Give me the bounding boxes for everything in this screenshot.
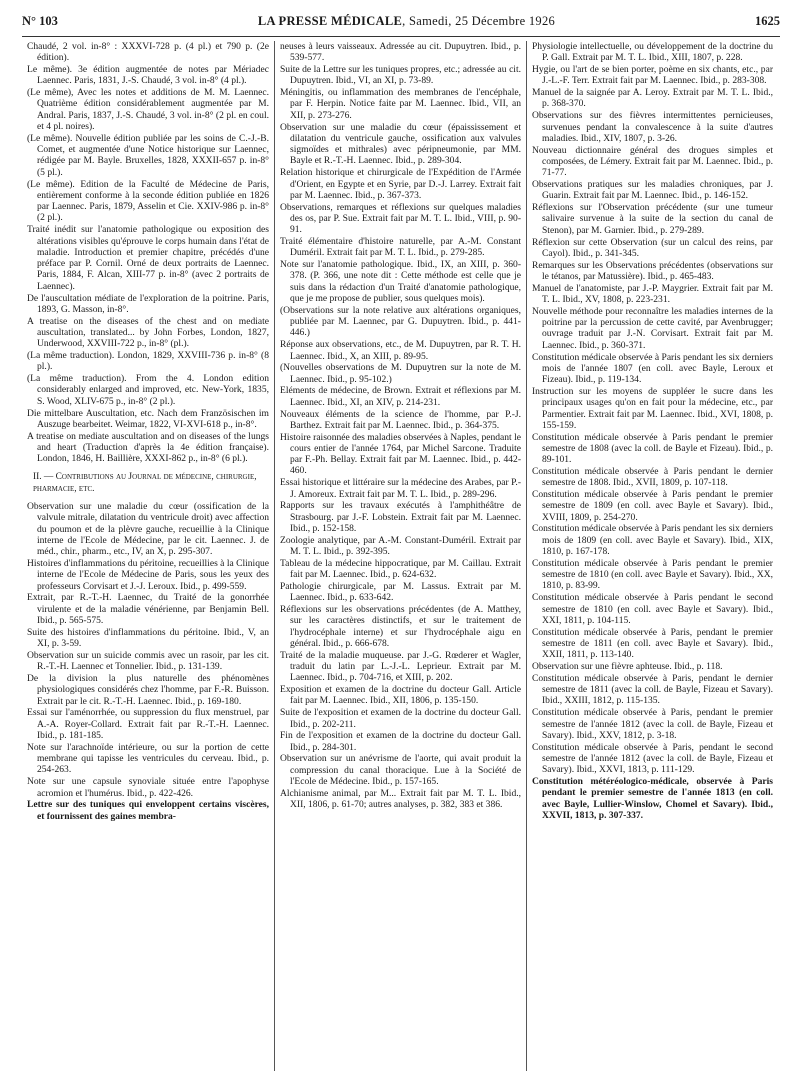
bibliography-entry: Constitution médicale observée à Paris pendant les six derniers mois de l'année 1807 (en coll. avec Bayle, Leroux et Fizeau). Ibid., p. 119-134. <box>532 351 773 386</box>
bibliography-entry: Constitution médicale observée à Paris, pendant le dernier semestre de 1811 (avec la coll. de Bayle, Fizeau et Savary). Ibid., XXIII, 1812, p. 115-135. <box>532 672 773 707</box>
section-heading: II. — Contributions au Journal de médecine, chirurgie, pharmacie, etc. <box>33 472 257 494</box>
bibliography-entry: Traité inédit sur l'anatomie pathologique ou exposition des altérations visibles qu'éprouve le corps humain dans l'état de maladie. Introduction et premier chapitre, précédés d'une préface par P. Cornil. Orné de deux portraits de Laennec. Paris, 1884, F. Alcan, XIII-77 p. in-8° (avec 2 portraits de Laennec). <box>27 224 269 292</box>
text-columns <box>22 41 780 1071</box>
bibliography-entry: Réflexion sur cette Observation (sur un calcul des reins, par Cayol). Ibid., p. 341-345. <box>532 236 773 259</box>
page-number: 1625 <box>754 14 780 28</box>
bibliography-entry: neuses à leurs vaisseaux. Adressée au cit. Dupuytren. Ibid., p. 539-577. <box>280 41 521 64</box>
bibliography-entry: Le même). 3e édition augmentée de notes par Mériadec Laennec. Paris, 1831, J.-S. Chaudé, 3 vol. in-8° (4 pl.). <box>27 64 269 87</box>
bibliography-entry: Zoologie analytique, par A.-M. Constant-Duméril. Extrait par M. T. L. Ibid., p. 392-395. <box>280 534 521 558</box>
bibliography-entry: Constitution médicale observée à Paris pendant le premier semestre de 1809 (en coll. avec Bayle et Savary). Ibid., XVIII, 1809, p. 254-270. <box>532 489 773 523</box>
column-1 <box>22 41 274 1071</box>
bibliography-entry: Constitution médicale observée à Paris pendant le premier semestre de 1810 (en coll. avec Bayle et Savary). Ibid., XX, 1810, p. 83-99. <box>532 557 773 592</box>
bibliography-entry: (Nouvelles observations de M. Dupuytren sur la note de M. Laennec. Ibid., p. 95-102.) <box>280 362 521 385</box>
bibliography-entry: Hygie, ou l'art de se bien porter, poème en six chants, etc., par J.-L.-F. Terr. Extrait fait par M. Laennec. Ibid., p. 283-308. <box>532 64 773 87</box>
bibliography-entry: Traité élémentaire d'histoire naturelle, par A.-M. Constant Duméril. Extrait fait par M. T. L. Ibid., p. 279-285. <box>280 236 521 259</box>
bibliography-entry: Lettre sur des tuniques qui enveloppent certains viscères, et fournissent des gaines membra- <box>27 799 269 822</box>
bibliography-entry: Nouveaux éléments de la science de l'homme, par P.-J. Barthez. Extrait fait par M. Laennec. Ibid., p. 364-375. <box>280 408 521 431</box>
column-1-entries <box>27 41 269 464</box>
bibliography-entry: Essai sur l'aménorrhée, ou suppression du flux menstruel, par A.-A. Royer-Collard. Extrait fait par R.-T.-H. Laennec. Ibid., p. 181-185. <box>27 707 269 742</box>
bibliography-entry: Constitution médicale observée à Paris pendant le premier semestre de 1808 (avec la coll. de Bayle et Fizeau). Ibid., p. 89-101. <box>532 431 773 466</box>
bibliography-entry: Observations, remarques et réflexions sur quelques maladies des os, par P. Sue. Extrait fait par M. T. L. Ibid., VIII, p. 90-91. <box>280 201 521 236</box>
bibliography-entry: Constitution médicale observée à Paris, pendant le premier semestre de 1811 (en coll. avec Bayle et Savary). Ibid., XXII, 1811, p. 113-140. <box>532 626 773 661</box>
bibliography-entry: Suite des histoires d'inflammations du péritoine. Ibid., V, an XI, p. 3-59. <box>27 626 269 650</box>
bibliography-entry: Fin de l'exposition et examen de la doctrine du docteur Gall. Ibid., p. 284-301. <box>280 730 521 753</box>
bibliography-entry: De l'auscultation médiate de l'exploration de la poitrine. Paris, 1893, G. Masson, in-8°. <box>27 292 269 315</box>
bibliography-entry: Relation historique et chirurgicale de l'Expédition de l'Armée d'Orient, en Egypte et en Syrie, par D.-J. Larrey. Extrait fait par M. Laennec. Ibid., p. 367-373. <box>280 167 521 201</box>
column-3-entries <box>532 41 773 821</box>
bibliography-entry: A treatise on mediate auscultation and on diseases of the lungs and heart (Traduction d'après la 4e édition française). London, 1846, H. Baillière, XXXI-862 p., in-8° (6 pl.). <box>27 430 269 465</box>
bibliography-entry: A treatise on the diseases of the chest and on mediate auscultation, translated... by John Forbes, London, 1827, Underwood, XXVIII-722 p., in-8° (pl.). <box>27 315 269 350</box>
bibliography-entry: Constitution médicale observée à Paris pendant le dernier semestre de 1808. Ibid., XVII, 1809, p. 107-118. <box>532 465 773 489</box>
bibliography-entry: Rapports sur les travaux exécutés à l'amphithéâtre de Strasbourg. par J.-F. Lobstein. Extrait fait par M. Laennec. Ibid., p. 152-158. <box>280 500 521 534</box>
bibliography-entry: De la division la plus naturelle des phénomènes physiologiques considérés chez l'homme, par F.-R. Buisson. Extrait par le cit. R.-T.-H. Laennec. Ibid., p. 169-180. <box>27 673 269 707</box>
page-header <box>22 14 780 37</box>
bibliography-entry: Observations sur des fièvres intermittentes pernicieuses, survenues pendant la convalescence à la suite d'autres maladies. Ibid., XIV, 1807, p. 3-26. <box>532 110 773 144</box>
bibliography-entry: Histoire raisonnée des maladies observées à Naples, pendant le cours entier de l'année 1764, par Michel Sarcone. Traduite par F.-Ph. Bellay. Extrait fait par M. Laennec. Ibid., p. 442-460. <box>280 431 521 477</box>
column-2-entries <box>280 41 521 810</box>
bibliography-entry: Constitution météréologico-médicale, observée à Paris pendant le premier semestre de l'année 1813 (en coll. avec Bayle, Lullier-Winslow, Chomel et Savary). Ibid., XXVII, 1813, p. 307-337. <box>532 776 773 821</box>
bibliography-entry: Physiologie intellectuelle, ou développement de la doctrine du P. Gall. Extrait par M. T. L. Ibid., XIII, 1807, p. 228. <box>532 41 773 64</box>
bibliography-entry: Note sur une capsule synoviale située entre l'apophyse acromion et l'humérus. Ibid., p. 422-426. <box>27 776 269 799</box>
bibliography-entry: Observation sur un anévrisme de l'aorte, qui avait produit la compression du canal thoracique. Lue à la Société de l'Ecole de Médecine. Ibid., p. 157-165. <box>280 753 521 787</box>
bibliography-entry: Exposition et examen de la doctrine du docteur Gall. Article fait par M. Laennec. Ibid., XII, 1806, p. 135-150. <box>280 684 521 707</box>
bibliography-entry: (La même traduction). London, 1829, XXVIII-736 p. in-8° (8 pl.). <box>27 350 269 373</box>
masthead <box>258 14 555 29</box>
issue-date: , Samedi, 25 Décembre 1926 <box>402 14 556 28</box>
bibliography-entry: Suite de la Lettre sur les tuniques propres, etc.; adressée au cit. Dupuytren. Ibid., VI, an XI, p. 73-89. <box>280 64 521 87</box>
bibliography-entry: Suite de l'exposition et examen de la doctrine du docteur Gall. Ibid., p. 202-211. <box>280 707 521 730</box>
bibliography-entry: Chaudé, 2 vol. in-8° : XXXVI-728 p. (4 pl.) et 790 p. (2e édition). <box>27 41 269 64</box>
bibliography-entry: Constitution médicale observée à Paris, pendant le second semestre de l'année 1812 (avec la coll. de Bayle, Fizeau et Savary). Ibid., XXVI, 1813, p. 111-129. <box>532 741 773 776</box>
bibliography-entry: Essai historique et littéraire sur la médecine des Arabes, par P.-J. Amoreux. Extrait fait par M. T. L. Ibid., p. 289-296. <box>280 477 521 500</box>
bibliography-entry: Pathologie chirurgicale, par M. Lassus. Extrait par M. Laennec. Ibid., p. 633-642. <box>280 580 521 604</box>
bibliography-entry: Instruction sur les moyens de suppléer le sucre dans les principaux usages qu'on en fait pour la médecine, etc., par Parmentier. Extrait fait par M. Laennec. Ibid., XVI, 1808, p. 155-159. <box>532 385 773 431</box>
bibliography-entry: Observations pratiques sur les maladies chroniques, par J. Guarin. Extrait fait par M. Laennec. Ibid., p. 146-152. <box>532 179 773 202</box>
bibliography-entry: Alchianisme animal, par M... Extrait fait par M. T. L. Ibid., XII, 1806, p. 61-70; autres analyses, p. 382, 383 et 386. <box>280 787 521 811</box>
bibliography-entry: Observation sur un suicide commis avec un rasoir, par les cit. R.-T.-H. Laennec et Tonnelier. Ibid., p. 131-139. <box>27 649 269 673</box>
bibliography-entry: Réflexions sur les observations précédentes (de A. Matthey, sur les caractères distinctifs, et sur le traitement de l'hydrocéphale interne) et sur l'hydrocéphale aigu en général. Ibid., p. 666-678. <box>280 604 521 649</box>
bibliography-entry: Observation sur une fièvre aphteuse. Ibid., p. 118. <box>532 661 723 673</box>
bibliography-entry: Histoires d'inflammations du péritoine, recueillies à la Clinique interne de l'Ecole de Médecine de Paris, sous les yeux des professeurs Corvisart et J.-J. Leroux. Ibid., p. 499-559. <box>27 558 269 592</box>
bibliography-entry: Constitution médicale observée à Paris pendant le second semestre de 1810 (en coll. avec Bayle et Savary). Ibid., XXI, 1811, p. 104-115. <box>532 592 773 626</box>
column-3 <box>526 41 778 1071</box>
bibliography-entry: Réponse aux observations, etc., de M. Dupuytren, par R. T. H. Laennec. Ibid., X, an XIII, p. 89-95. <box>280 339 521 362</box>
issue-number: N° 103 <box>22 14 58 28</box>
bibliography-entry: Manuel de la saignée par A. Leroy. Extrait par M. T. L. Ibid., p. 368-370. <box>532 87 773 110</box>
bibliography-entry: Extrait, par R.-T.-H. Laennec, du Traité de la gonorrhée virulente et de la maladie vénérienne, par Benjamin Bell. Ibid., p. 565-575. <box>27 592 269 627</box>
bibliography-entry: (Le même), Avec les notes et additions de M. M. Laennec. Quatrième édition considérablement augmentée par M. Andral. Paris, 1837, J.-S. Chaudé, 3 vol. in-8° (2 pl. en coul. et 4 pl. noires). <box>27 87 269 133</box>
bibliography-entry: Méningitis, ou inflammation des membranes de l'encéphale, par F. Herpin. Notice faite par M. Laennec. Ibid., VII, an XII, p. 273-276. <box>280 87 521 121</box>
journal-name: LA PRESSE MÉDICALE <box>257 14 403 28</box>
bibliography-entry: Traité de la maladie muqueuse. par J.-G. Rœderer et Wagler, traduit du latin par L.-J.-L. Leprieur. Extrait par M. Laennec. Ibid., p. 704-716, et XIII, p. 202. <box>280 649 521 684</box>
bibliography-entry: Manuel de l'anatomiste, par J.-P. Maygrier. Extrait fait par M. T. L. Ibid., XV, 1808, p. 223-231. <box>532 282 773 306</box>
bibliography-entry: (Le même). Nouvelle édition publiée par les soins de C.-J.-B. Comet, et augmentée d'une Notice historique sur Laennec, rédigée par M. Bayle. Bruxelles, 1828, XXXII-657 p. in-8° (5 pl.). <box>27 132 269 178</box>
bibliography-entry: Die mittelbare Auscultation, etc. Nach dem Französischen im Auszuge bearbeitet. Weimar, 1822, VI-XVI-618 p., in-8°. <box>27 407 269 430</box>
bibliography-entry: Note sur l'arachnoïde intérieure, ou sur la portion de cette membrane qui tapisse les ventricules du cerveau. Ibid., p. 254-263. <box>27 741 269 776</box>
bibliography-entry: Nouveau dictionnaire général des drogues simples et composées, de Lémery. Extrait fait par M. Laennec. Ibid., p. 71-77. <box>532 144 773 179</box>
bibliography-entry: (La même traduction). From the 4. London edition considerably enlarged and improved, etc. New-York, 1835, S. Wood, XLIV-675 p., in-8° (2 pl.). <box>27 373 269 407</box>
column-2 <box>274 41 526 1071</box>
bibliography-entry: Constitution médicale observée à Paris pendant les six derniers mois de 1809 (en coll. avec Bayle et Savary). Ibid., XIX, 1810, p. 167-178. <box>532 523 773 558</box>
bibliography-entry: (Observations sur la note relative aux altérations organiques, publiée par M. Laennec, par G. Dupuytren. Ibid., p. 441-446.) <box>280 304 521 339</box>
bibliography-entry: Eléments de médecine, de Brown. Extrait et réflexions par M. Laennec. Ibid., XI, an XIV, p. 214-231. <box>280 385 521 408</box>
bibliography-entry: Observation sur une maladie du cœur (épaississement et dilatation du ventricule gauche, ossification aux valvules sigmoïdes et mithrales) avec péripneumonie, par MM. Bayle et R.-T.-H. Laennec. Ibid., p. 289-304. <box>280 121 521 167</box>
bibliography-entry: Tableau de la médecine hippocratique, par M. Caillau. Extrait fait par M. Laennec. Ibid., p. 624-632. <box>280 557 521 581</box>
bibliography-entry: (Le même). Edition de la Faculté de Médecine de Paris, entièrement conforme à la seconde édition publiée en 1826 par Laennec. Paris, 1879, Asselin et Cie. XXIV-986 p. in-8° (2 pl.). <box>27 178 269 224</box>
bibliography-entry: Note sur l'anatomie pathologique. Ibid., IX, an XIII, p. 360-378. (P. 366, une note dit : Cette méthode est celle que je suis dans la rédaction d'un Traité d'anatomie pathologique, que je me propose de publier, sous quelques mois). <box>280 259 521 305</box>
bibliography-entry: Nouvelle méthode pour reconnaître les maladies internes de la poitrine par la percussion de cette cavité, par Avenbrugger; ouvrage traduit par J.-N. Corvisart. Extrait fait par M. Laennec. Ibid., p. 360-371. <box>532 305 773 351</box>
bibliography-entry: Réflexions sur l'Observation précédente (sur une tumeur salivaire survenue à la suite de la section du canal de Stenon), par M. Garnier. Ibid., p. 279-289. <box>532 202 773 236</box>
bibliography-entry: Constitution médicale observée à Paris, pendant le premier semestre de l'année 1812 (avec la coll. de Bayle, Fizeau et Savary). Ibid., XXV, 1812, p. 3-18. <box>532 707 773 741</box>
column-1-entries-after <box>27 501 269 822</box>
bibliography-entry: Remarques sur les Observations précédentes (observations sur le tétanos, par Matussière). Ibid., p. 465-483. <box>532 259 773 282</box>
bibliography-entry: Observation sur une maladie du cœur (ossification de la valvule mitrale, dilatation du ventricule droit) avec affection du poumon et de la plèvre gauche, recueillie à la Clinique interne de l'Ecole de Médecine, par le cit. Laennec. J. de méd., chir., pharm., etc., IV, an X, p. 295-307. <box>27 501 269 558</box>
